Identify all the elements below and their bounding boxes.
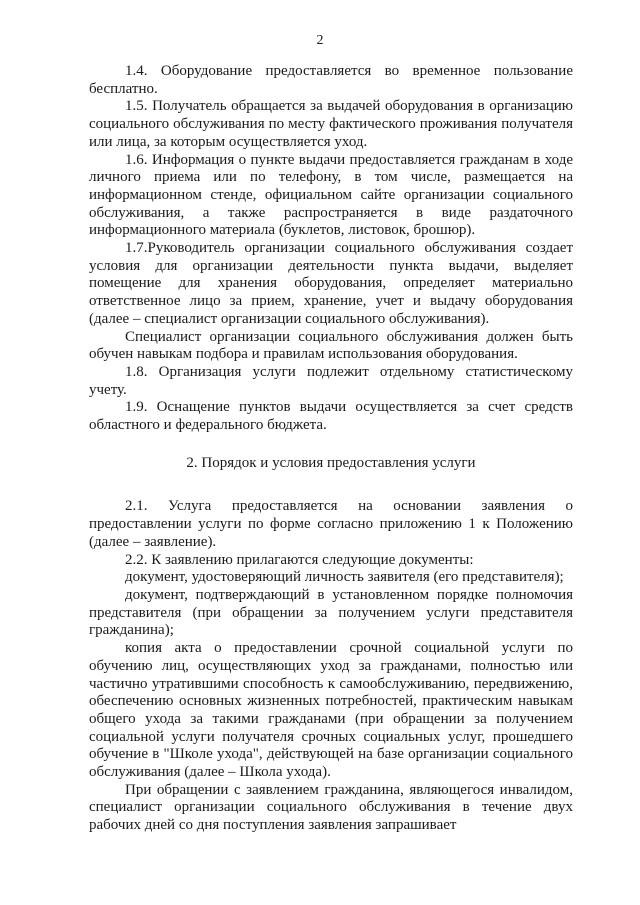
page-number: 2: [316, 33, 324, 48]
paragraph-1-4: 1.4. Оборудование предоставляется во временное пользование бесплатно.: [89, 63, 573, 97]
list-item-authority-document: документ, подтверждающий в установленном порядке полномочия представителя (при обращении за получением услуги представителя гражданина);: [89, 586, 573, 639]
paragraph-1-7: 1.7.Руководитель организации социального обслуживания создает условия для организации деятельности пункта выдачи, выделяет помещение для хранения оборудования, определяет материально ответственное лицо за прием, хранение, учет и выдачу оборудования (далее – специалист организации социального обслуживания).: [89, 240, 573, 327]
paragraph-1-9: 1.9. Оснащение пунктов выдачи осуществляется за счет средств областного и федерального бюджета.: [89, 399, 573, 434]
section-heading: 2. Порядок и условия предоставления услуги: [186, 454, 476, 471]
list-item-identity-document: документ, удостоверяющий личность заявителя (его представителя);: [125, 569, 564, 586]
paragraph-specialist-training: Специалист организации социального обслуживания должен быть обучен навыкам подбора и правилам использования оборудования.: [89, 328, 573, 363]
paragraph-1-6: 1.6. Информация о пункте выдачи предоставляется гражданам в ходе личного приема или по телефону, в том числе, размещается на информационном стенде, официальном сайте организации социального обслуживания, а также распространяется в виде раздаточного информационного материала (буклетов, листовок, брошюр).: [89, 151, 573, 239]
paragraph-2-1: 2.1. Услуга предоставляется на основании заявления о предоставлении услуги по форме согласно приложению 1 к Положению (далее – заявление).: [89, 498, 573, 550]
paragraph-1-8: 1.8. Организация услуги подлежит отдельному статистическому учету.: [89, 363, 573, 398]
list-item-care-school-act: копия акта о предоставлении срочной социальной услуги по обучению лиц, осуществляющих уход за гражданами, полностью или частично утратившими способность к самообслуживанию, передвижению, обеспечению основных жизненных потребностей, практическим навыкам общего ухода за такими гражданами (при обращении за получением социальной услуги получателя срочных социальных услуг, прошедшего обучение в "Школе ухода", действующей на базе организации социального обслуживания (далее – Школа ухода).: [89, 640, 573, 781]
paragraph-2-2: 2.2. К заявлению прилагаются следующие документы:: [125, 551, 474, 568]
document-body: [89, 63, 573, 835]
paragraph-1-5: 1.5. Получатель обращается за выдачей оборудования в организацию социального обслуживания по месту фактического проживания получателя или лица, за которым осуществляется уход.: [89, 98, 573, 150]
paragraph-disabled-applicant: При обращении с заявлением гражданина, являющегося инвалидом, специалист организации социального обслуживания в течение двух рабочих дней со дня поступления заявления запрашивает: [89, 781, 573, 834]
